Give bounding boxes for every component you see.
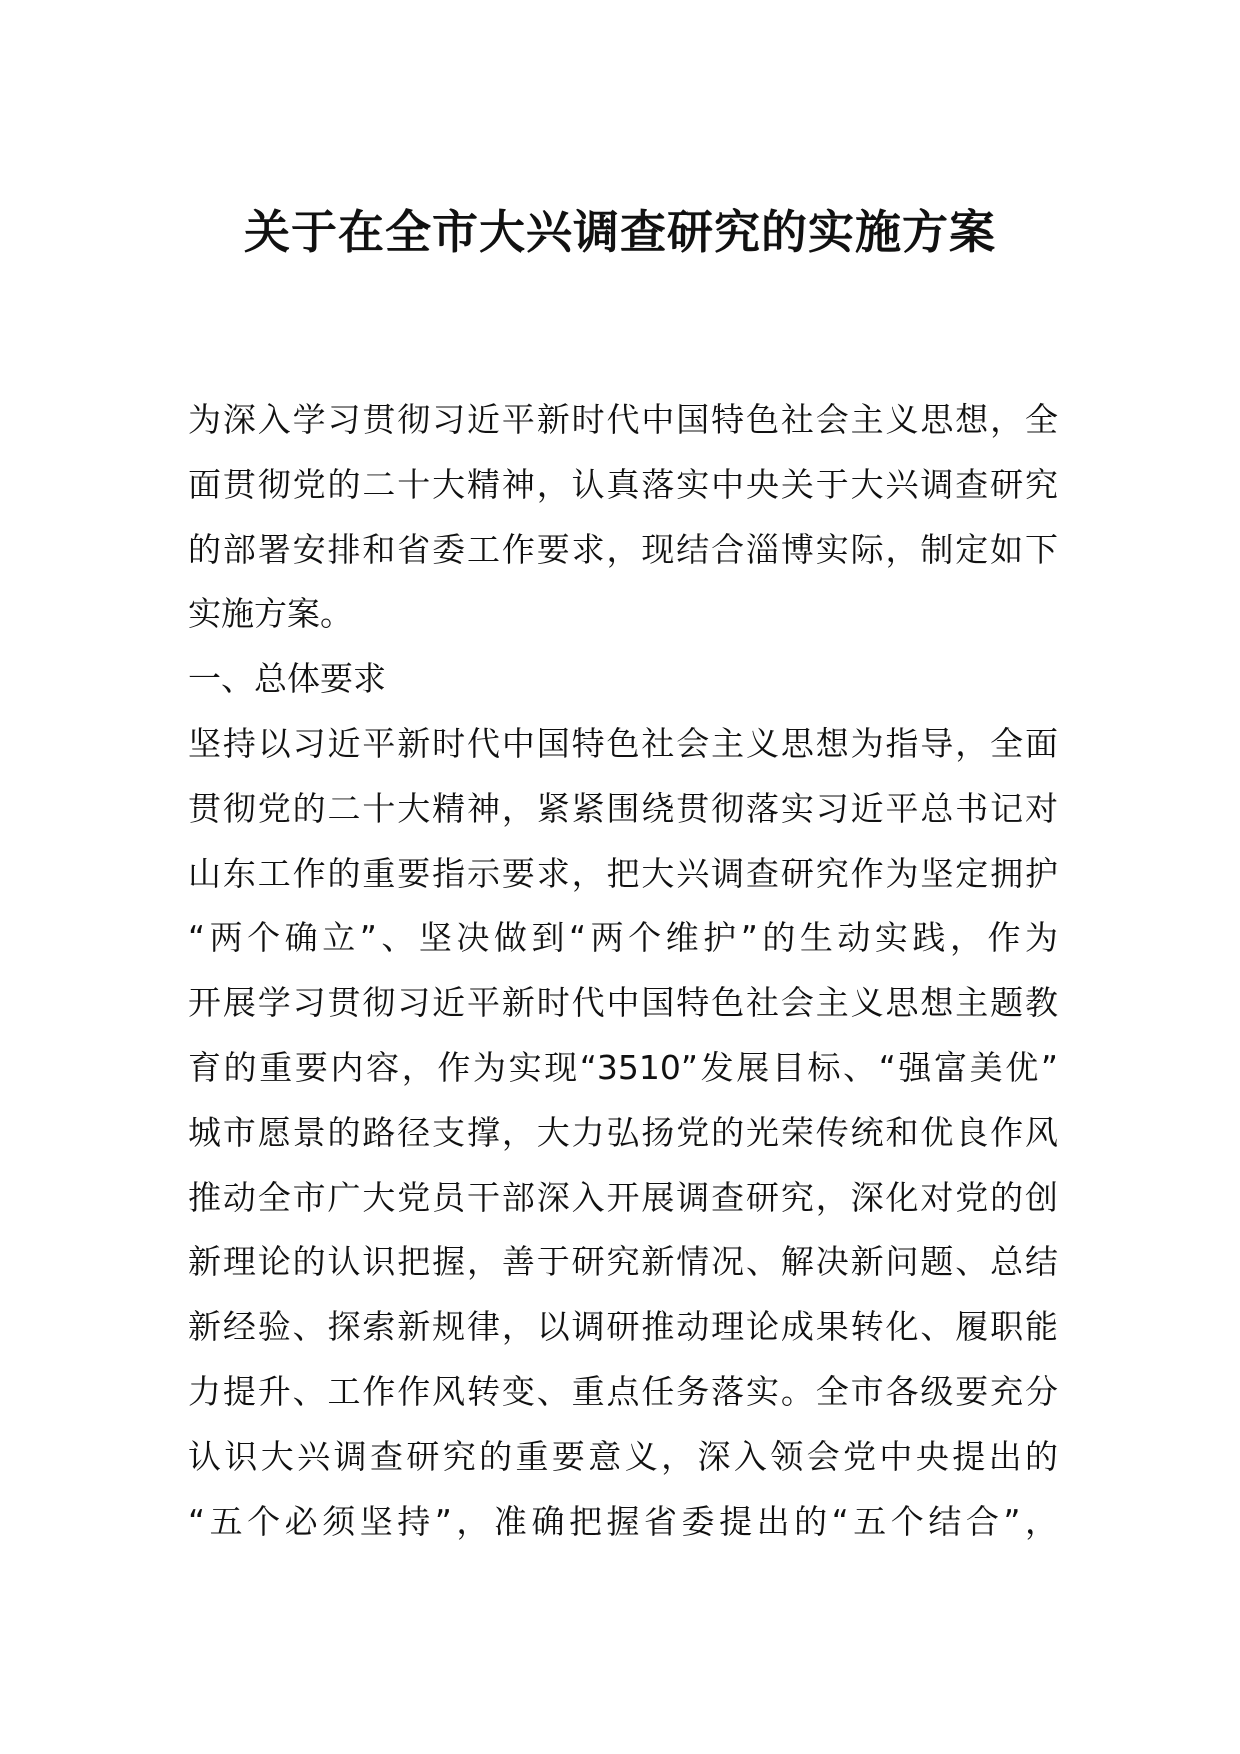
body-line: 开展学习贯彻习近平新时代中国特色社会主义思想主题教 bbox=[188, 983, 1058, 1023]
body-line: “两个确立”、坚决做到“两个维护”的生动实践，作为 bbox=[188, 918, 1058, 958]
body-line: 新经验、探索新规律，以调研推动理论成果转化、履职能 bbox=[188, 1307, 1058, 1347]
body-line: 推动全市广大党员干部深入开展调查研究，深化对党的创 bbox=[188, 1177, 1058, 1217]
body-line: 力提升、工作作风转变、重点任务落实。全市各级要充分 bbox=[188, 1371, 1058, 1411]
body-line: 山东工作的重要指示要求，把大兴调查研究作为坚定拥护 bbox=[188, 853, 1058, 893]
body-line: 贯彻党的二十大精神，紧紧围绕贯彻落实习近平总书记对 bbox=[188, 788, 1058, 828]
body-line: 新理论的认识把握，善于研究新情况、解决新问题、总结 bbox=[188, 1242, 1058, 1282]
body-line: 育的重要内容，作为实现“3510”发展目标、“强富美优” bbox=[188, 1047, 1058, 1087]
body-line: 实施方案。 bbox=[188, 594, 353, 634]
body-line: 坚持以习近平新时代中国特色社会主义思想为指导，全面 bbox=[188, 723, 1058, 763]
body-line: 城市愿景的路径支撑，大力弘扬党的光荣传统和优良作风 bbox=[188, 1112, 1058, 1152]
body-line: 认识大兴调查研究的重要意义，深入领会党中央提出的 bbox=[188, 1436, 1058, 1476]
section-heading: 一、总体要求 bbox=[188, 659, 386, 699]
body-line: 的部署安排和省委工作要求，现结合淄博实际，制定如下 bbox=[188, 529, 1058, 569]
body-line: “五个必须坚持”，准确把握省委提出的“五个结合”， bbox=[188, 1501, 1058, 1541]
body-line: 为深入学习贯彻习近平新时代中国特色社会主义思想，全 bbox=[188, 400, 1058, 439]
document-body bbox=[188, 388, 1058, 1554]
document-title: 关于在全市大兴调查研究的实施方案 bbox=[244, 205, 996, 259]
body-line: 面贯彻党的二十大精神，认真落实中央关于大兴调查研究 bbox=[188, 464, 1058, 504]
